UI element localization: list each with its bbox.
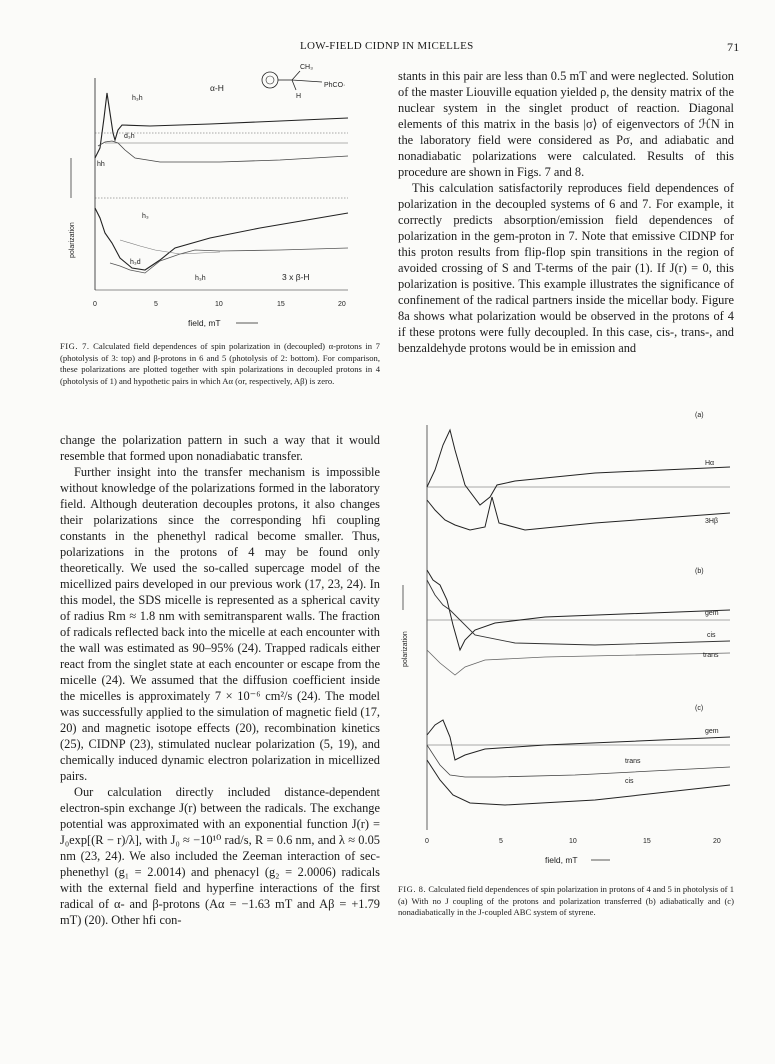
- page-number: 71: [727, 40, 740, 54]
- fig8b-cis-label: cis: [707, 632, 716, 639]
- fig8-panel-label: (c): [695, 705, 704, 712]
- fig7-curve-alpha-4: [98, 141, 348, 162]
- fig8a-curve-3hb: [427, 497, 730, 530]
- fig8-panel-label: (b): [695, 568, 704, 575]
- fig7-curve-alpha-7: [95, 93, 348, 158]
- fig8c-gem-label: gem: [705, 728, 719, 735]
- fig7-h-label: H: [296, 93, 302, 100]
- fig8b-curve-trans: [427, 650, 730, 675]
- fig8-xlabel: field, mT: [545, 855, 578, 865]
- fig8a-curve-ha: [427, 430, 730, 505]
- fig7-alpha-label: α-H: [210, 83, 224, 93]
- fig7-h3h-lower-label: h₃h: [195, 275, 206, 282]
- fig7-xtick: 5: [154, 301, 158, 308]
- figure-8: [395, 405, 740, 870]
- fig7-hh-label: hh: [97, 161, 105, 168]
- fig8-panel-label: (a): [695, 412, 704, 419]
- fig7-xtick: 0: [93, 301, 97, 308]
- fig8b-trans-label: trans: [703, 652, 719, 659]
- fig8-caption-label: FIG. 8.: [398, 884, 427, 894]
- fig8-xtick: 10: [569, 838, 577, 845]
- fig8a-3hb-label: 3Hβ: [705, 518, 718, 525]
- fig8-xtick: 20: [713, 838, 721, 845]
- fig7-phco-label: PhCO·: [324, 82, 346, 89]
- paragraph: change the polarization pattern in such a way that it would resemble that formed upon nonadiabatic transfer.: [60, 433, 380, 463]
- fig7-h3d-label: h₃d: [130, 259, 141, 266]
- fig8c-trans-label: trans: [625, 758, 641, 765]
- fig7-h3h-label: h₃h: [132, 95, 143, 102]
- fig8-caption-text: Calculated field dependences of spin polarization in protons of 4 and 5 in photolysis of 1 (a) With no J coupling of the protons and polarization transferred (b) adiabatically and (c) nonadiabatically in the J-coupled ABC system of styrene.: [398, 884, 734, 918]
- fig8-ylabel: polarization: [402, 631, 409, 667]
- fig7-h3-label: h₃: [142, 213, 149, 220]
- paragraph: Further insight into the transfer mechanism is impossible without knowledge of the polarizations formed in the laboratory field. Although deuteration decouples protons, it also changes their polarizations since the corresponding hfi coupling constants in the phenethyl radical become smaller. Thus, polarizations in the protons of 4 may be found only theoretically. We used the so-called supercage model of the micellized pairs developed in our previous work (17, 23, 24). In this model, the SDS micelle is represented as a spherical cavity of radius Rm ≈ 1.8 nm with semitransparent walls. The fraction of radicals reflected back into the micelle at each encounter with the wall was estimated as 90–95% (24). Trapped radicals either react from the singlet state at each encounter or escape from the micelle (24). We assumed that the diffusion coefficient inside the micelles is approximately 7 × 10⁻⁶ cm²/s (24). The model was successfully applied to the simulation of magnetic field (17, 20) and magnetic isotope effects (20), recombination kinetics (25), CIDNP (23), stimulated nuclear polarization (5, 19), and chemically induced dynamic electron polarization in micellized pairs.: [60, 465, 380, 783]
- left-column-text: [60, 432, 380, 928]
- paragraph: stants in this pair are less than 0.5 mT and were neglected. Solution of the master Liouville equation yielded ρ, the density matrix of the nuclear system in the singlet product of reaction. Diagonal elements of this matrix in the basis |σ⟩ of eigenvectors of ℋN in the laboratory field were considered as Pσ, and adiabatic and nonadiabatic polarizations were calculated. Results of this procedure are shown in Figs. 7 and 8.: [398, 69, 734, 179]
- fig8b-gem-label: gem: [705, 610, 719, 617]
- fig8-xtick: 5: [499, 838, 503, 845]
- fig7-ylabel: polarization: [69, 222, 76, 258]
- fig7-caption: [60, 341, 380, 387]
- fig7-ch3-label: CH₃: [300, 64, 313, 71]
- fig8c-cis-label: cis: [625, 778, 634, 785]
- fig7-xlabel: field, mT: [188, 318, 221, 328]
- fig8-caption: [398, 884, 734, 919]
- running-header: [0, 40, 775, 58]
- fig8c-curve-cis: [427, 760, 730, 805]
- fig7-benzene-ring-icon: [262, 72, 278, 88]
- right-column-top-text: [398, 68, 734, 356]
- fig7-xtick: 10: [215, 301, 223, 308]
- fig8b-curve-cis: [427, 580, 730, 645]
- fig7-beta-label: 3 x β-H: [282, 272, 310, 282]
- running-title: LOW-FIELD CIDNP IN MICELLES: [300, 40, 474, 52]
- paragraph: Our calculation directly included distance-dependent electron-spin exchange J(r) between the radicals. The exchange potential was approximated with an exponential function J(r) = J₀exp[(R − r)/λ], with J₀ ≈ −10¹⁰ rad/s, R = 0.6 nm, and λ ≈ 0.05 nm (23, 24). We also included the Zeeman interaction of sec-phenethyl (g₁ = 2.0014) and phenacyl (g₂ = 2.0006) radicals with the external field and hyperfine interactions of the first radical of α- and β-protons (Aα = −1.63 mT and Aβ = +1.79 mT) (20). Other hfi con-: [60, 785, 380, 927]
- figure-7: [60, 58, 370, 343]
- fig8b-curve-gem: [427, 570, 730, 650]
- fig8c-curve-gem: [427, 720, 730, 760]
- fig7-d3h-label: d₃h: [124, 133, 135, 140]
- fig7-xtick: 15: [277, 301, 285, 308]
- fig8-xtick: 0: [425, 838, 429, 845]
- paragraph: This calculation satisfactorily reproduces field dependences of polarization in the decoupled systems of 6 and 7. For example, it correctly predicts absorption/emission field dependences of polarization in the gem-proton in 7. Note that emissive CIDNP for this proton results from flip-flop spin transitions in the region of avoided crossing of S and T-terms of the pair (1). If J(r) = 0, this polarization is positive. This example illustrates the significance of confinement of the radical partners inside the micellar body. Figure 8a shows what polarization would be observed in the protons of 4 if these protons were fully decoupled. In this case, cis-, trans-, and benzaldehyde protons would be in emission and: [398, 181, 734, 355]
- fig8c-curve-trans: [427, 745, 730, 777]
- fig7-caption-label: FIG. 7.: [60, 341, 90, 351]
- fig8-xtick: 15: [643, 838, 651, 845]
- fig7-xtick: 20: [338, 301, 346, 308]
- fig8a-ha-label: Hα: [705, 460, 715, 467]
- fig7-caption-text: Calculated field dependences of spin polarization in (decoupled) α-protons in 7 (photolysis of 3: top) and β-protons in 6 and 5 (photolysis of 2: bottom). For comparison, these polarizations are plotted together with spin polarizations in decoupled protons in 4 (photolysis of 1) and hypothetic pairs in which Aα (or, respectively, Aβ) is zero.: [60, 341, 380, 386]
